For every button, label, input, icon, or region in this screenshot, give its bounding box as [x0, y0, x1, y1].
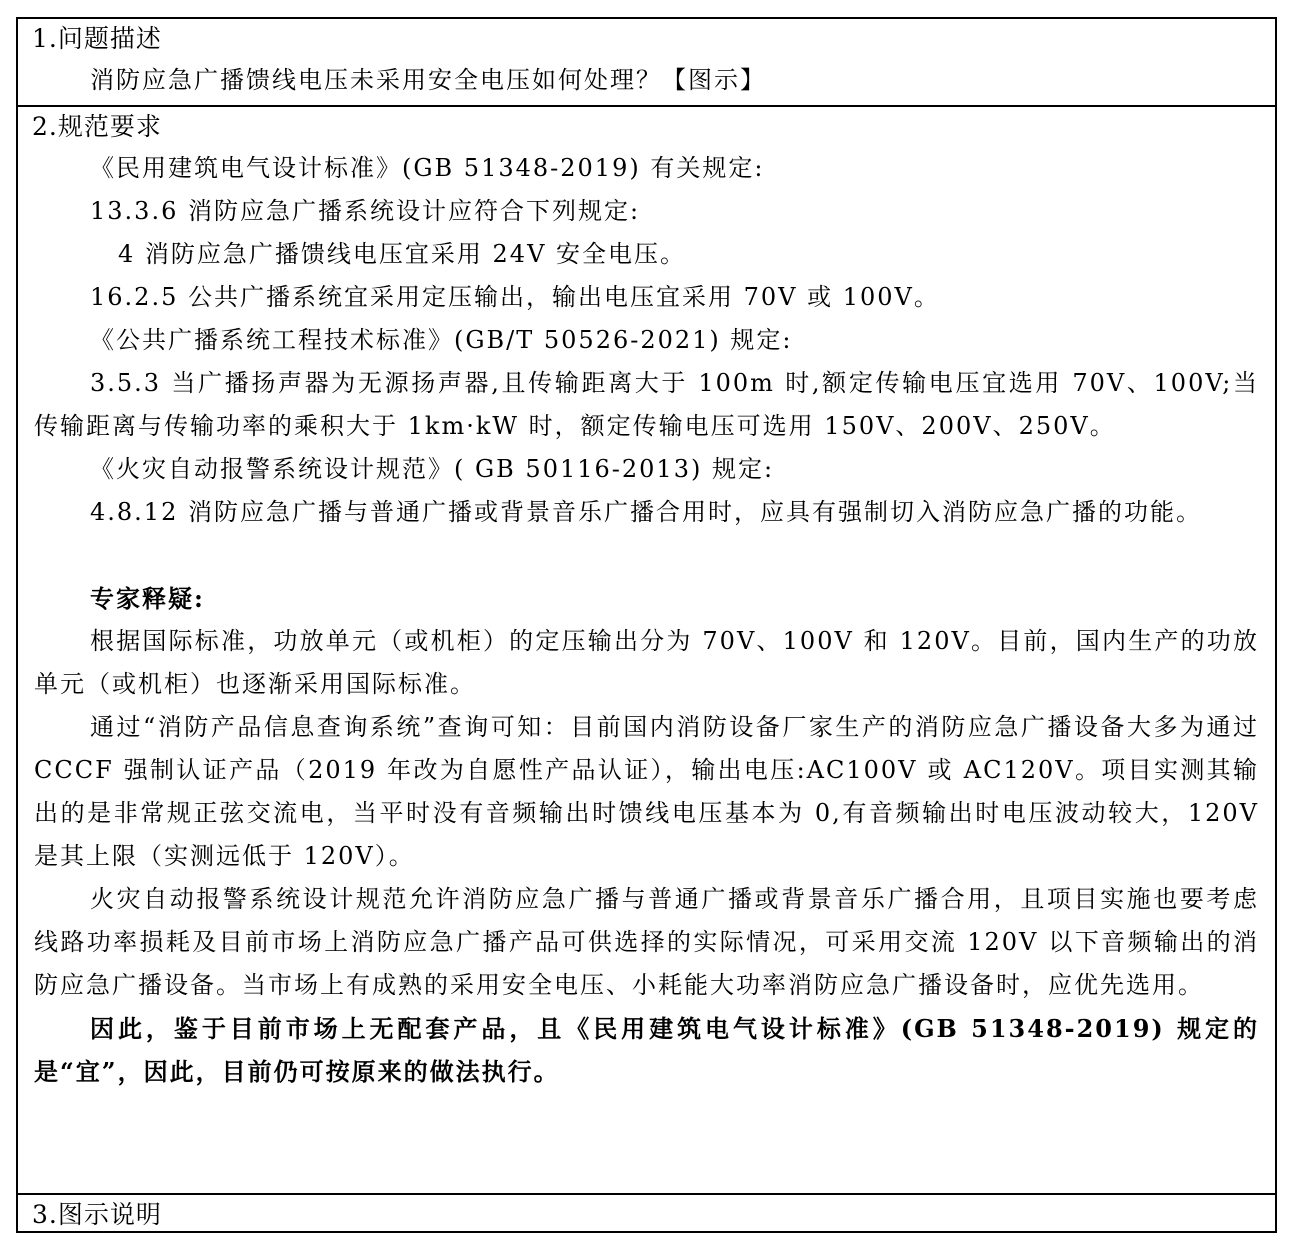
standard-title: 《火灾自动报警系统设计规范》( GB 50116-2013) 规定: — [90, 455, 775, 483]
section-illustration — [18, 1195, 1275, 1231]
clause: 4.8.12 消防应急广播与普通广播或背景音乐广播合用时，应具有强制切入消防应急广播的功能。 — [90, 498, 1202, 526]
standard-title: 《民用建筑电气设计标准》(GB 51348-2019) 有关规定: — [90, 154, 765, 182]
section-heading-problem: 1.问题描述 — [32, 24, 162, 53]
clause: 16.2.5 公共广播系统宜采用定压输出，输出电压宜采用 70V 或 100V。 — [90, 283, 940, 311]
clause-item: 4 消防应急广播馈线电压宜采用 24V 安全电压。 — [118, 240, 687, 268]
section-requirements — [18, 107, 1275, 1195]
expert-paragraph: 根据国际标准，功放单元（或机柜）的定压输出分为 70V、100V 和 120V。目前，国内生产的功放单元（或机柜）也逐渐采用国际标准。 — [34, 627, 1259, 698]
expert-title: 专家释疑: — [90, 584, 205, 613]
document-frame — [16, 17, 1277, 1233]
requirements-body — [18, 147, 1275, 1093]
clause: 13.3.6 消防应急广播系统设计应符合下列规定: — [90, 197, 641, 225]
section-heading-requirements: 2.规范要求 — [32, 112, 162, 141]
expert-paragraph: 火灾自动报警系统设计规范允许消防应急广播与普通广播或背景音乐广播合用，且项目实施也要考虑线路功率损耗及目前市场上消防应急广播产品可供选择的实际情况，可采用交流 120V 以下音频输出的消防应急广播设备。当市场上有成熟的采用安全电压、小耗能大功率消防应急广播设备时，应优先选用。 — [34, 885, 1259, 999]
standard-title: 《公共广播系统工程技术标准》(GB/T 50526-2021) 规定: — [90, 326, 793, 354]
conclusion: 因此，鉴于目前市场上无配套产品，且《民用建筑电气设计标准》(GB 51348-2019) 规定的是“宜”，因此，目前仍可按原来的做法执行。 — [34, 1014, 1259, 1086]
section-problem — [18, 19, 1275, 107]
clause: 3.5.3 当广播扬声器为无源扬声器,且传输距离大于 100m 时,额定传输电压宜选用 70V、100V;当传输距离与传输功率的乘积大于 1km·kW 时，额定传输电压可选用 150V、200V、250V。 — [34, 369, 1259, 440]
question-text: 消防应急广播馈线电压未采用安全电压如何处理？【图示】 — [90, 66, 766, 94]
expert-paragraph: 通过“消防产品信息查询系统”查询可知：目前国内消防设备厂家生产的消防应急广播设备大多为通过 CCCF 强制认证产品（2019 年改为自愿性产品认证），输出电压:AC100V 或 AC120V。项目实测其输出的是非常规正弦交流电，当平时没有音频输出时馈线电压基本为 0,有音频输出时电压波动较大，120V 是其上限（实测远低于 120V）。 — [34, 713, 1259, 870]
spacer — [18, 534, 1275, 577]
section-heading-illustration: 3.图示说明 — [32, 1200, 162, 1229]
